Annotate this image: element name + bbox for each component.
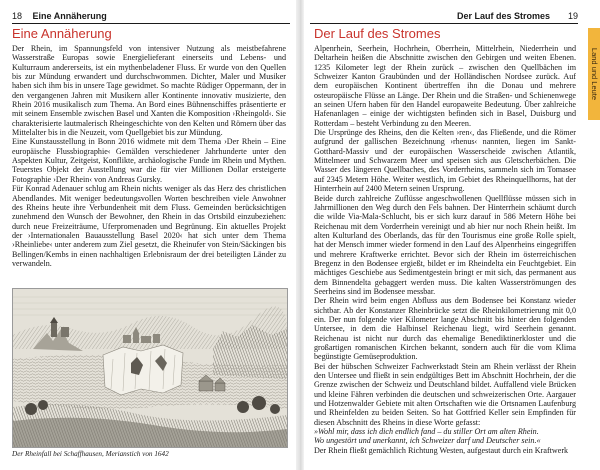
keller-quote-line: »Wohl mir, dass ich dich endlich fand – du stiller Ort am alten Rhein.: [314, 427, 539, 437]
left-paragraph: Für Konrad Adenauer schlug am Rhein nichts weniger als das Herz des christlichen Abendlandes. Mit weniger bedeutungsvollen Worten beschreiben viele Anwohner des Rheins heute ihre Verbundenheit mit dem Fluss. Gemeinden berücksichtigen zunehmend den Wunsch der Bewohner, den Rhein in das Ortsbild einzubeziehen: durch neue Freizeiträume, Uferpromenaden und Begrünung. Ein aktuelles Projekt der ›Internationalen Bauausstellung Basel 2020‹ hat sich unter dem Thema ›Rheinliebe‹ unter anderem zum Ziel gesetzt, die Rheinufer von Stein/Säckingen bis Bellingen/Kembs in einen nachhaltigen Erlebnisraum der drei beteiligten Länder zu verwandeln.: [12, 184, 286, 268]
left-running-header: [12, 9, 290, 24]
right-running-header: [310, 9, 578, 24]
book-gutter: [296, 0, 304, 470]
figure-caption: Der Rheinfall bei Schaffhausen, Merianstich von 1642: [12, 450, 169, 458]
right-section-heading: Der Lauf des Stromes: [314, 26, 441, 41]
engraving-illustration: [13, 289, 287, 447]
right-closing-line: Der Rhein fließt gemächlich Richtung Westen, aufgestaut durch ein Kraftwerk: [314, 445, 569, 455]
right-paragraph: Der Rhein wird beim engen Abfluss aus dem Bodensee bei Konstanz wieder sichtbar. Ab der Konstanzer Rheinbrücke setzt die Rheinkilometrierung mit 0,0 ein. Der nun folgende vier Kilometer lange Abschnitt bis hinter den folgenden Untersee, in dem die Halbinsel Reichenau liegt, wird Seerhein genannt. Reichenau ist nicht nur durch das ehemalige Benediktinerkloster und die großartigen romanischen Kirchen bekannt, sondern auch für die vom Klima begünstigte Gemüseproduktion.: [314, 296, 576, 362]
left-page: [0, 0, 296, 470]
chapter-tab: [588, 28, 600, 120]
left-page-number: 18: [12, 11, 23, 21]
right-running-title: Der Lauf des Stromes: [456, 11, 550, 21]
left-paragraph: Eine Kunstausstellung in Bonn 2016 widmete mit dem Thema ›Der Rhein – Eine europäische Flussbiographie‹ Gemälden verschiedener Jahrhunderte unter den Aspekten Kultur, Zeitgeist, Konflikte, archäologische Funde im Rhein und Mythen. Teuerstes Objekt der Ausstellung war die für vier Millionen Dollar ersteigerte Fotographie ›Der Rhein‹ von Andreas Gursky.: [12, 137, 286, 184]
right-page-number: 19: [567, 11, 578, 21]
left-section-heading: Eine Annäherung: [12, 26, 112, 41]
left-body-text: [12, 44, 286, 268]
right-body-text: [314, 44, 576, 455]
left-paragraph: Der Rhein, im Spannungsfeld von intensiver Nutzung als meistbefahrene Wasserstraße Europas sowie Energielieferant einerseits und Lebens- und Kulturraum andererseits, ist ein mythenbeladener Fluss. Er wurde von den Quellen bis zur Mündung erwandert und durchschwommen. Dichter, Maler und Musiker haben sich ihm bis in unsere Tage gewidmet. So machte Rüdiger Oppermann, der in den vergangenen Jahren mit Musikern aller Kontinente innovativ musizierte, den Rhein 2016 musikalisch zum Thema. An Bord eines Bühnenschiffes präsentierte er mit seinem Ensemble zwischen Basel und Xanten die Komposition ›Rheingold‹. Sie charakterisierte lautmalerisch Rheingeschichte von den Kelten und Römern über das Mittelalter bis in die Neuzeit, vom Quellgebiet bis zur Mündung.: [12, 44, 286, 138]
left-running-title: Eine Annäherung: [32, 11, 107, 21]
right-paragraph: Bei der hübschen Schweizer Fachwerkstadt Stein am Rhein verlässt der Rhein den Untersee und fließt in sein endgültiges Bett im Abschnitt Hochrhein, der die Grenze zwischen der Schweiz und Deutschland bildet. Auffallend viele Brücken und kleine Fähren verbinden die deutschen und schweizerischen Orte. Aargauer und Hotzenwalder Gebiete mit alten Ortschaften wie die Ortsnamen Laufenburg und Rheinfelden zu beiden Seiten. So hat Gottfried Keller sein Empfinden für diesen Abschnitt des Rheins in diese Worte gefasst:: [314, 361, 576, 427]
rheinfall-engraving: [12, 288, 288, 448]
right-paragraph: Alpenrhein, Seerhein, Hochrhein, Oberrhein, Mittelrhein, Niederrhein und Deltarhein heißen die Abschnitte zwischen den Gebirgen und weiten Ebenen. 1235 Kilometer legt der Rhein zurück – zwischen den Quellbächen im Schweizer Kanton Graubünden und der Holländischen Nordsee zurück. Auf dem europäischen Kontinent übertreffen ihn die Donau und mehrere osteuropäische Flüsse an Länge. Der Rhein und die Straßen- und Schienenwege an seinen Ufern haben für den Handel europaweite Bedeutung. Über zahlreiche Hafenanlagen – einige der wichtigsten befinden sich in Basel, Duisburg und Rotterdam – besteht Verbindung zu den Meeren.: [314, 44, 576, 128]
chapter-tab-label: Land und Leute: [590, 47, 599, 101]
right-paragraph: Beide durch zahlreiche Zuflüsse angeschwollenen Quellflüsse müssen sich in Jahrmillionen den Weg durch den Fels bahnen. Der Hinterrhein schäumt durch die wilde Via-Mala-Schlucht, bis er sich kurz darauf in 586 Metern Höhe bei Reichenau mit dem Vorderrhein vereinigt und ab hier nur noch Rhein heißt. Im alten Kulturland des Oberlands, das für den Tourismus eine große Rolle spielt, hat der Mensch immer wieder formend in den Lauf des Alpenrheins eingegriffen und mehrere Kraftwerke errichtet. Bevor sich der Rhein im österreichischen Bregenz in den Bodensee ergießt, bildet er im Rheindelta ein Feuchtgebiet. Ein mächtiges Geschiebe aus Sedimentgestein bringt er mit sich, das permanent aus dem Binnendelta gebaggert werden muss. Die kalten Wasserströmungen des Seerheins sind im Bodensee messbar.: [314, 193, 576, 296]
keller-quote-line: Wo ungestört und unerkannt, ich Schweizer darf und Deutscher sein.«: [314, 436, 541, 446]
right-page: [304, 0, 600, 470]
right-paragraph: Die Ursprünge des Rheins, den die Kelten ›ren‹, das Fließende, und die Römer aufgrund der gallischen Bezeichnung ›rhenus‹ nannten, liegen im Sankt-Gotthard-Massiv und der europäischen Wasserscheide zwischen Atlantik, Mittelmeer und Schwarzem Meer und speisen sich aus Gletscherbächen. Die Wasser des längeren Quellbaches, des Vorderrheins, sammeln sich im Tomasee auf 2345 Metern Höhe. Weiter westlich, im Gebiet des Rheinquellhorns, hat der Hinterrhein auf 2400 Metern seinen Ursprung.: [314, 128, 576, 194]
